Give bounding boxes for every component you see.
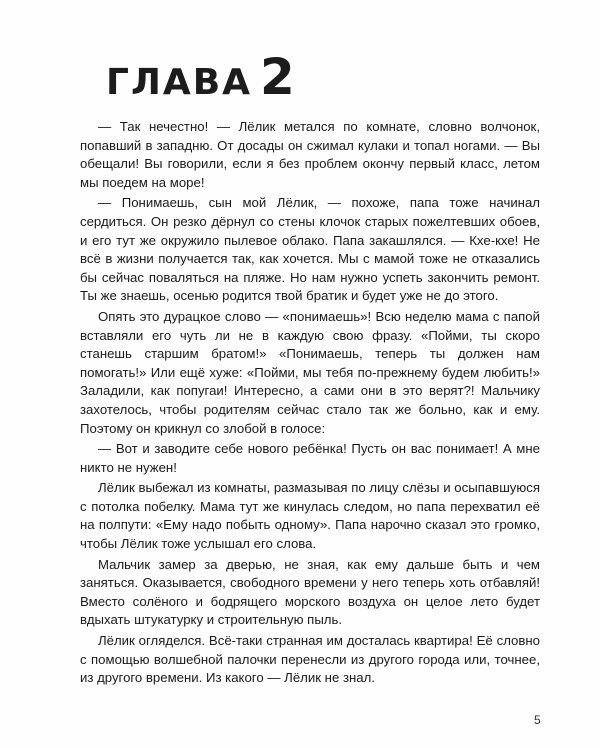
chapter-number: 2	[260, 48, 297, 106]
paragraph: Лёлик огляделся. Всё-таки странная им досталась квартира! Её словно с помощью волшебной палочки перенесли из другого города или, точнее, из другого времени. Из какого — Лёлик не знал.	[80, 633, 540, 686]
chapter-title	[106, 48, 297, 106]
paragraph: Опять это дурацкое слово — «понимаешь»! Всю неделю мама с папой вставляли его чуть ли не в каждую свою фразу. «Пойми, ты скоро станешь старшим братом!» «Понимаешь, теперь ты должен нам помогать!» Или ещё хуже: «Пойми, мы тебя по-прежнему будем любить!» Заладили, как попугаи! Интересно, а сами они в это верят?! Мальчику захотелось, чтобы родителям сейчас стало так же больно, как и ему. Поэтому он крикнул со злобой в голосе:	[80, 308, 540, 436]
paragraph: — Вот и заводите себе нового ребёнка! Пусть он вас понимает! А мне никто не нужен!	[80, 441, 540, 475]
paragraph: Мальчик замер за дверью, не зная, как ему дальше быть и чем заняться. Оказывается, свободного времени у него теперь хоть отбавляй! Вместо солёного и бодрящего морского воздуха он целое лето будет вдыхать штукатурку и строительную пыль.	[80, 556, 540, 628]
page-number: 5	[534, 713, 541, 727]
paragraph: — Понимаешь, сын мой Лёлик, — похоже, папа тоже начинал сердиться. Он резко дёрнул со стены клочок старых пожелтевших обоев, и его тут же окружило пылевое облако. Папа закашлялся. — Кхе-кхе! Не всё в жизни получается так, как хочется. Мы с мамой тоже не отказались бы сейчас поваляться на пляже. Но нам нужно успеть закончить ремонт. Ты же знаешь, осенью родится твой братик и будет уже не до этого.	[80, 195, 540, 304]
paragraph: — Так нечестно! — Лёлик метался по комнате, словно волчонок, попавший в западню. От досады он сжимал кулаки и топал ногами. — Вы обещали! Вы говорили, если я без проблем окончу первый класс, летом мы поедем на море!	[80, 119, 540, 190]
paragraph: Лёлик выбежал из комнаты, размазывая по лицу слёзы и осыпавшуюся с потолка побелку. Мама тут же кинулась следом, но папа перехватил её на полпути: «Ему надо побыть одному». Папа нарочно сказал это громко, чтобы Лёлик тоже услышал его слова.	[80, 480, 540, 552]
body-text	[80, 118, 540, 690]
chapter-word: ГЛАВА	[106, 62, 253, 103]
